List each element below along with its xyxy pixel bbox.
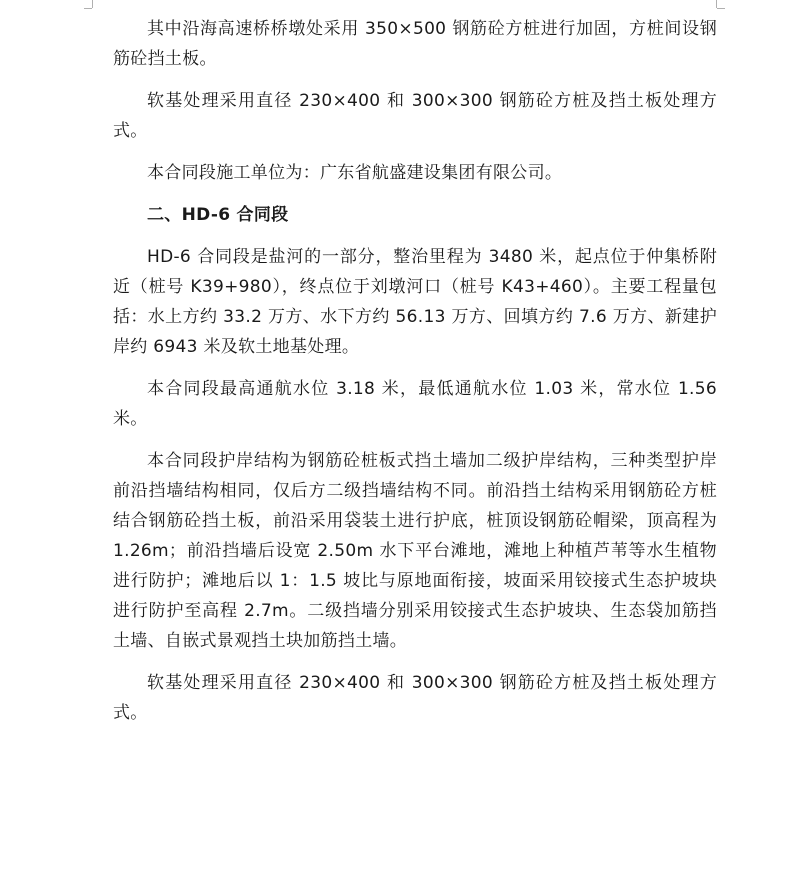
crop-mark-top-right (717, 8, 725, 9)
document-body (113, 14, 717, 728)
paragraph: 本合同段最高通航水位 3.18 米，最低通航水位 1.03 米，常水位 1.56 米。 (113, 379, 717, 429)
paragraph: 软基处理采用直径 230×400 和 300×300 钢筋砼方桩及挡土板处理方式。 (113, 91, 717, 141)
paragraph: HD-6 合同段是盐河的一部分，整治里程为 3480 米，起点位于仲集桥附近（桩号 K39+980），终点位于刘墩河口（桩号 K43+460）。主要工程量包括：水上方约 33.2 万方、水下方约 56.13 万方、回填方约 7.6 万方、新建护岸约 6943 米及软土地基处理。 (113, 247, 717, 357)
paragraph: 软基处理采用直径 230×400 和 300×300 钢筋砼方桩及挡土板处理方式。 (113, 673, 717, 723)
paragraph: 本合同段护岸结构为钢筋砼桩板式挡土墙加二级护岸结构，三种类型护岸前沿挡墙结构相同，仅后方二级挡墙结构不同。前沿挡土结构采用钢筋砼方桩结合钢筋砼挡土板，前沿采用袋装土进行护底，桩顶设钢筋砼帽梁，顶高程为 1.26m；前沿挡墙后设宽 2.50m 水下平台滩地，滩地上种植芦苇等水生植物进行防护；滩地后以 1：1.5 坡比与原地面衔接，坡面采用铰接式生态护坡块进行防护至高程 2.7m。二级挡墙分别采用铰接式生态护坡块、生态袋加筋挡土墙、自嵌式景观挡土块加筋挡土墙。 (113, 451, 717, 651)
crop-mark-top-right (716, 0, 717, 8)
paragraph: 其中沿海高速桥桥墩处采用 350×500 钢筋砼方桩进行加固，方桩间设钢筋砼挡土板。 (113, 19, 717, 69)
paragraph: 本合同段施工单位为：广东省航盛建设集团有限公司。 (147, 163, 563, 183)
crop-mark-top-left (84, 8, 92, 9)
section-heading: 二、HD-6 合同段 (147, 205, 289, 225)
crop-mark-top-left (92, 0, 93, 8)
